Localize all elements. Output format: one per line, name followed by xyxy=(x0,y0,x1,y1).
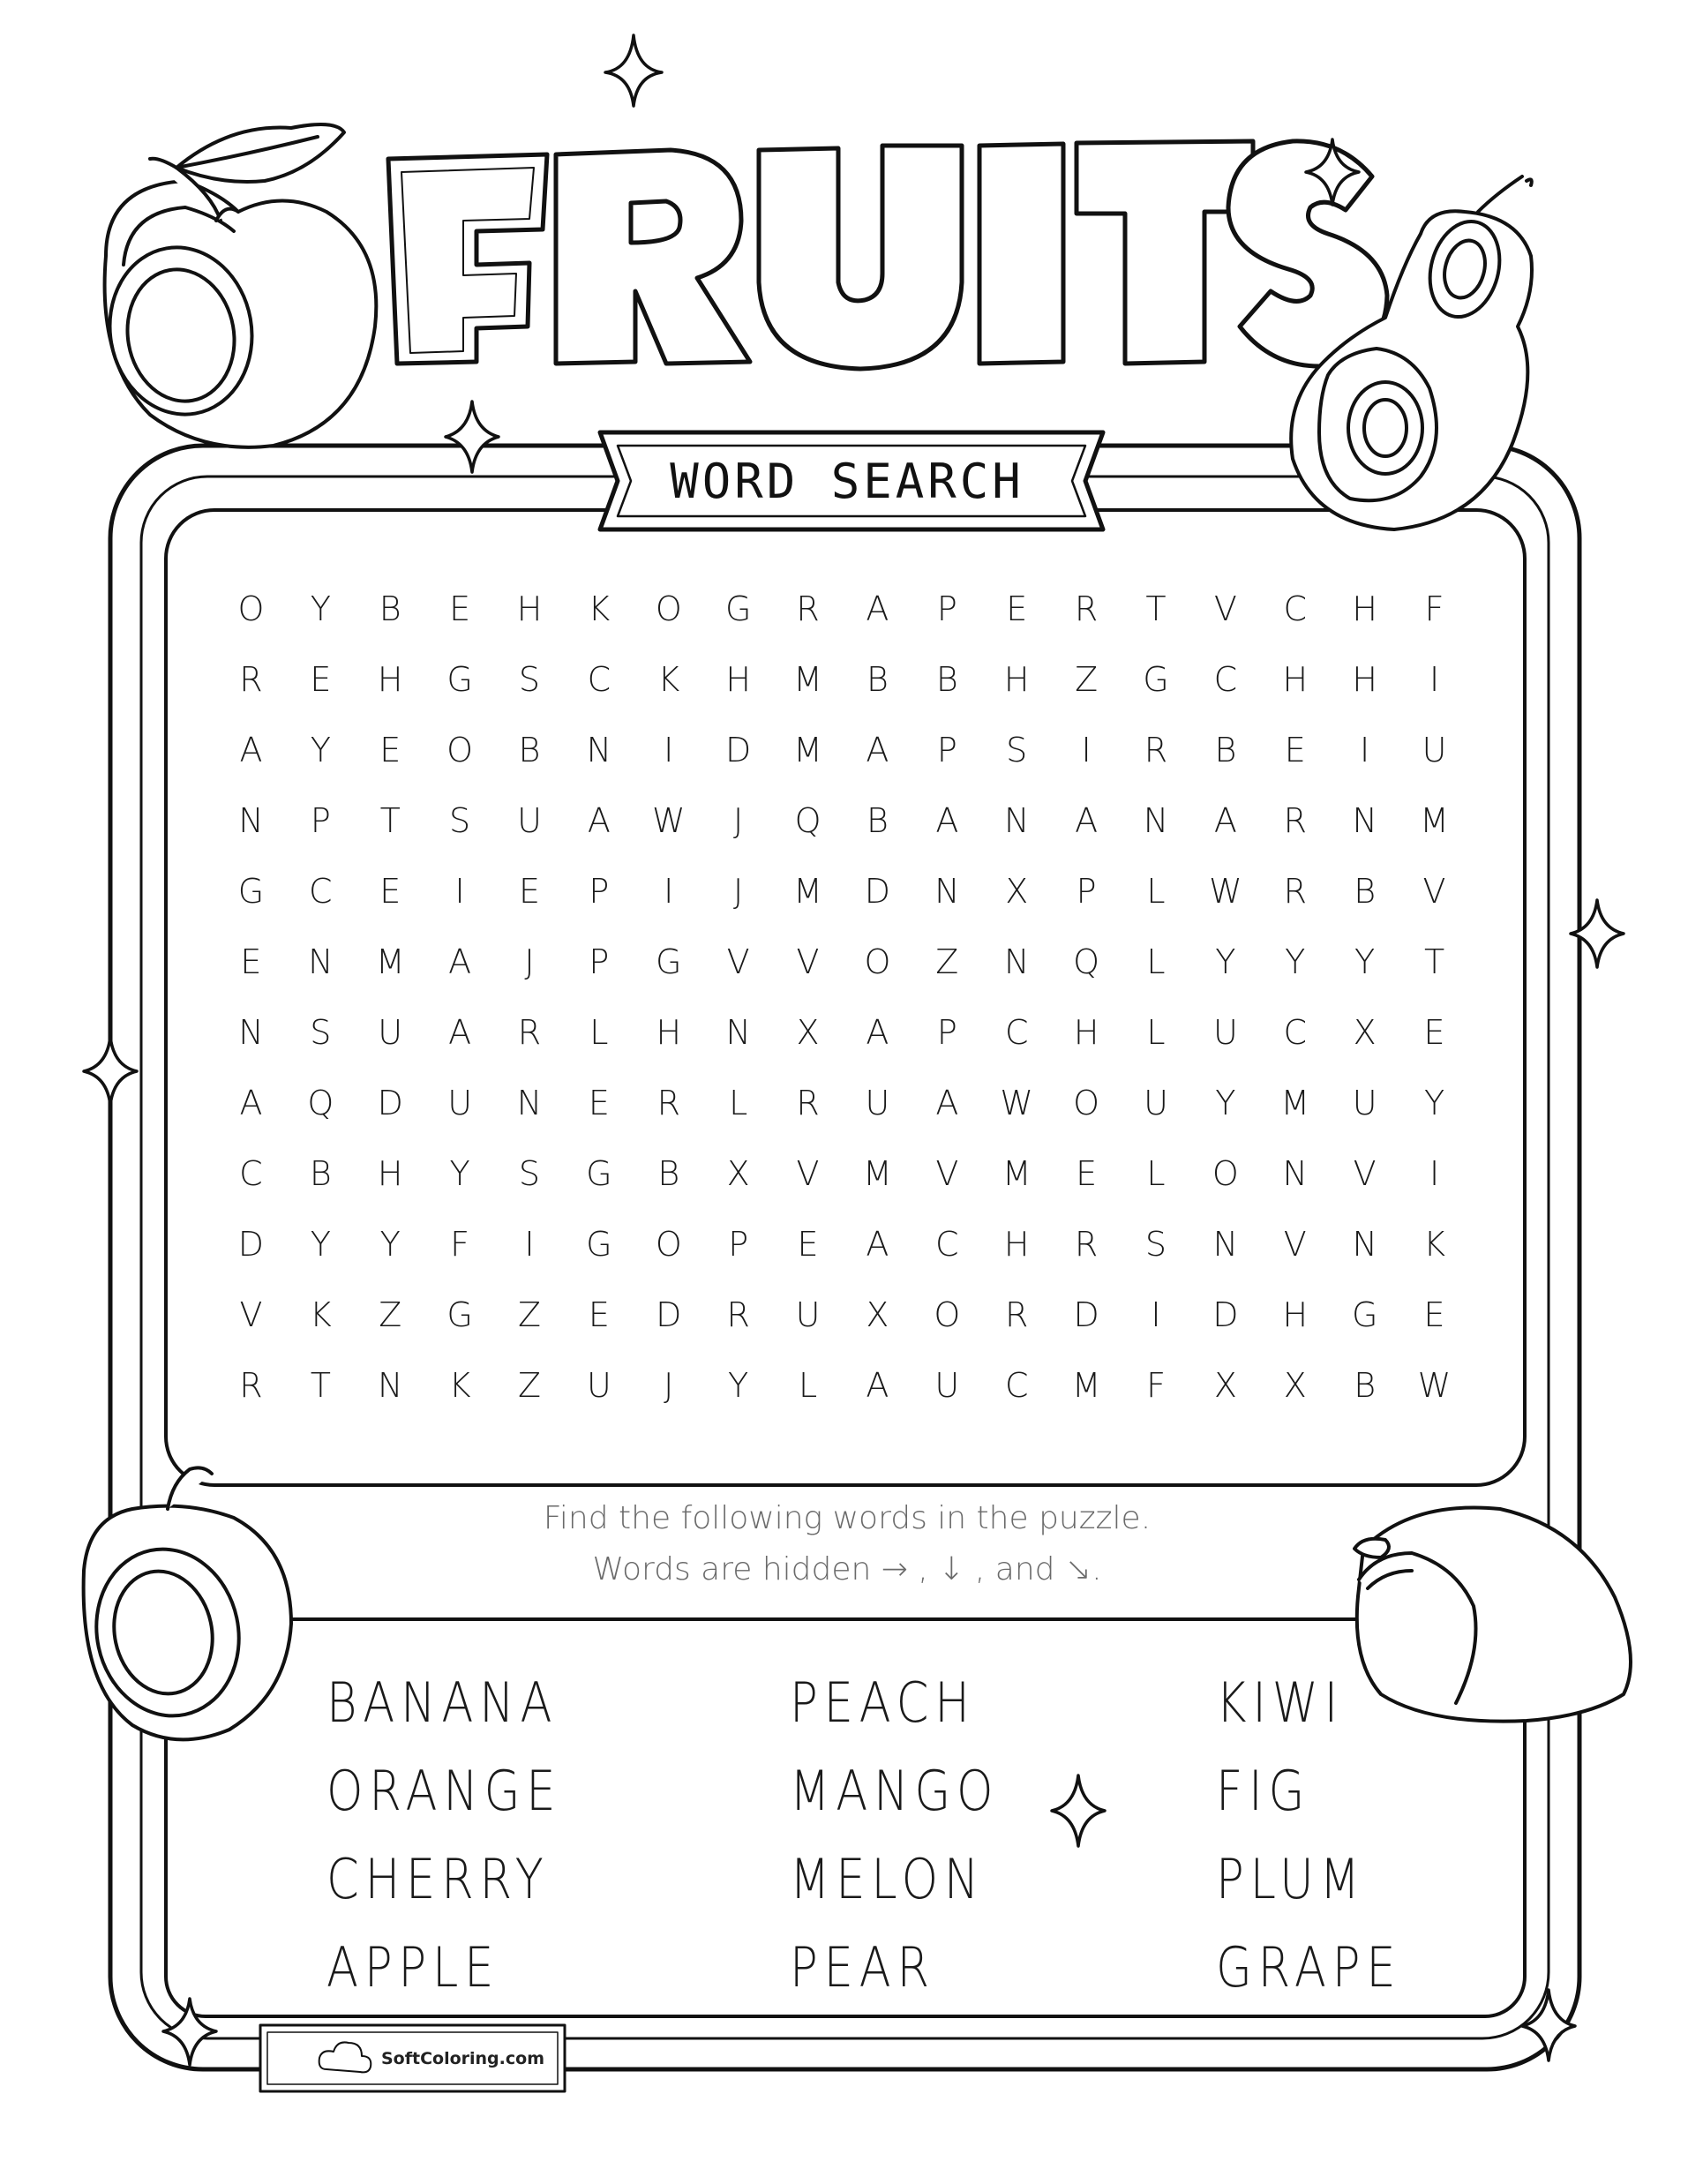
grid-cell[interactable]: T xyxy=(1423,942,1445,981)
grid-cell[interactable]: P xyxy=(936,731,957,769)
grid-cell[interactable]: R xyxy=(1074,589,1099,628)
grid-cell[interactable]: U xyxy=(1144,1084,1168,1122)
grid-cell[interactable]: U xyxy=(1352,1084,1377,1122)
grid-cell[interactable]: I xyxy=(454,872,465,911)
grid-cell[interactable]: R xyxy=(1283,872,1307,911)
grid-cell[interactable]: B xyxy=(935,660,958,699)
grid-cell[interactable]: R xyxy=(517,1013,542,1052)
grid-cell[interactable]: G xyxy=(237,872,265,911)
grid-cell[interactable]: O xyxy=(1073,1084,1100,1122)
grid-cell[interactable]: U xyxy=(1422,731,1447,769)
grid-cell[interactable]: V xyxy=(1353,1154,1377,1193)
grid-cell[interactable]: N xyxy=(377,1366,403,1405)
grid-cell[interactable]: V xyxy=(935,1154,959,1193)
grid-cell[interactable]: A xyxy=(866,589,889,628)
plum-illustration xyxy=(81,1467,291,1739)
grid-cell[interactable]: I xyxy=(1151,1295,1161,1334)
instructions xyxy=(353,1493,1341,1595)
grid-cell[interactable]: J xyxy=(524,942,535,981)
grid-cell[interactable]: H xyxy=(1282,1295,1309,1334)
grid-cell[interactable]: T xyxy=(1145,589,1167,628)
grid-cell[interactable]: A xyxy=(935,801,959,840)
grid-cell[interactable]: C xyxy=(239,1154,263,1193)
word-column-1 xyxy=(326,1659,768,2012)
grid-cell[interactable]: E xyxy=(310,660,332,699)
grid-cell[interactable]: Z xyxy=(379,1295,402,1334)
grid-cell[interactable]: V xyxy=(796,1154,820,1193)
grid-cell[interactable]: E xyxy=(1423,1013,1445,1052)
grid-cell[interactable]: A xyxy=(866,1225,889,1264)
grid-cell[interactable]: N xyxy=(934,872,960,911)
grid-cell[interactable]: L xyxy=(729,1084,748,1122)
grid-cell[interactable]: Y xyxy=(728,1366,749,1405)
grid-cell[interactable]: E xyxy=(379,731,401,769)
grid-cell[interactable]: B xyxy=(657,1154,680,1193)
grid-cell[interactable]: W xyxy=(1417,1366,1452,1405)
grid-cell[interactable]: I xyxy=(1081,731,1092,769)
grid-cell[interactable]: N xyxy=(1143,801,1169,840)
grid-cell[interactable]: B xyxy=(1354,1366,1377,1405)
grid-cell[interactable]: C xyxy=(1004,1013,1029,1052)
grid-cell[interactable]: Z xyxy=(517,1295,542,1334)
word-list-item: GRAPE xyxy=(1216,1935,1402,2000)
grid-cell[interactable]: M xyxy=(1420,801,1449,840)
grid-cell[interactable]: M xyxy=(1280,1084,1310,1122)
grid-cell[interactable]: H xyxy=(1352,660,1377,699)
grid-cell[interactable]: A xyxy=(866,1013,889,1052)
grid-cell[interactable]: A xyxy=(866,1366,889,1405)
grid-cell[interactable]: H xyxy=(377,1154,403,1193)
grid-cell[interactable]: S xyxy=(1006,731,1028,769)
grid-cell[interactable]: U xyxy=(586,1366,611,1405)
grid-cell[interactable]: E xyxy=(588,1295,610,1334)
grid-cell[interactable]: X xyxy=(1353,1013,1377,1052)
grid-cell[interactable]: R xyxy=(239,1366,263,1405)
grid-cell[interactable]: O xyxy=(934,1295,961,1334)
grid-cell[interactable]: R xyxy=(1005,1295,1029,1334)
grid-cell[interactable]: Y xyxy=(1354,942,1376,981)
grid-cell[interactable]: O xyxy=(446,731,474,769)
grid-cell[interactable]: H xyxy=(516,589,543,628)
grid-cell[interactable]: W xyxy=(651,801,686,840)
grid-cell[interactable]: R xyxy=(796,1084,820,1122)
grid-cell[interactable]: A xyxy=(587,801,611,840)
grid-cell[interactable]: N xyxy=(586,731,612,769)
grid-cell[interactable]: Y xyxy=(379,1225,401,1264)
grid-cell[interactable]: V xyxy=(1422,872,1446,911)
grid-cell[interactable]: C xyxy=(587,660,611,699)
title-letters xyxy=(388,141,1387,369)
instructions-line-2: Words are hidden → , ↓ , and ↘. xyxy=(592,1551,1102,1587)
grid-cell[interactable]: U xyxy=(795,1295,821,1334)
word-list-item: MELON xyxy=(790,1847,986,1911)
grid-cell[interactable]: H xyxy=(725,660,751,699)
grid-cell[interactable]: P xyxy=(936,1013,957,1052)
grid-cell[interactable]: O xyxy=(237,589,265,628)
grid-cell[interactable]: R xyxy=(1144,731,1168,769)
grid-cell[interactable]: D xyxy=(656,1295,682,1334)
grid-cell[interactable]: F xyxy=(450,1225,470,1264)
word-list-item: KIWI xyxy=(1216,1670,1344,1735)
word-list-item: CHERRY xyxy=(326,1847,550,1911)
grid-cell[interactable]: X xyxy=(1213,1366,1237,1405)
grid-cell[interactable]: C xyxy=(1283,1013,1308,1052)
grid-cell[interactable]: Q xyxy=(1073,942,1100,981)
grid-cell[interactable]: H xyxy=(1352,589,1377,628)
grid-cell[interactable]: R xyxy=(1283,801,1307,840)
grid-cell[interactable]: Y xyxy=(449,1154,470,1193)
grid-cell[interactable]: C xyxy=(309,872,333,911)
grid-cell[interactable]: X xyxy=(726,1154,750,1193)
grid-cell[interactable]: I xyxy=(1429,1154,1440,1193)
grid-cell[interactable]: C xyxy=(1213,660,1238,699)
letter-grid xyxy=(216,574,1469,1421)
grid-cell[interactable]: E xyxy=(797,1225,819,1264)
grid-cell[interactable]: O xyxy=(864,942,891,981)
grid-cell[interactable]: Q xyxy=(307,1084,334,1122)
grid-cell[interactable]: F xyxy=(1424,589,1444,628)
grid-cell[interactable]: I xyxy=(524,1225,535,1264)
grid-cell[interactable]: D xyxy=(237,1225,265,1264)
grid-cell[interactable]: G xyxy=(446,1295,473,1334)
grid-cell[interactable]: B xyxy=(1214,731,1237,769)
grid-cell[interactable]: B xyxy=(309,1154,332,1193)
grid-cell[interactable]: Q xyxy=(794,801,821,840)
grid-cell[interactable]: C xyxy=(1004,1366,1029,1405)
grid-cell[interactable]: N xyxy=(725,1013,751,1052)
grid-cell[interactable]: W xyxy=(1209,872,1242,911)
grid-cell[interactable]: Y xyxy=(310,731,331,769)
grid-cell[interactable]: V xyxy=(796,942,820,981)
grid-cell[interactable]: G xyxy=(656,942,682,981)
grid-cell[interactable]: L xyxy=(589,1013,609,1052)
grid-cell[interactable]: G xyxy=(586,1225,612,1264)
word-list-item: PEAR xyxy=(790,1935,935,2000)
grid-cell[interactable]: S xyxy=(1144,1225,1167,1264)
grid-cell[interactable]: K xyxy=(1423,1225,1445,1264)
grid-cell[interactable]: Z xyxy=(935,942,959,981)
word-list-item: PLUM xyxy=(1216,1847,1366,1911)
grid-cell[interactable]: M xyxy=(793,872,822,911)
grid-cell[interactable]: N xyxy=(1212,1225,1239,1264)
grid-cell[interactable]: Y xyxy=(1215,942,1236,981)
grid-cell[interactable]: U xyxy=(517,801,542,840)
grid-cell[interactable]: P xyxy=(589,872,610,911)
grid-cell[interactable]: A xyxy=(866,731,889,769)
grid-cell[interactable]: E xyxy=(518,872,540,911)
grid-cell[interactable]: U xyxy=(934,1366,960,1405)
grid-cell[interactable]: V xyxy=(239,1295,263,1334)
grid-cell[interactable]: V xyxy=(1283,1225,1307,1264)
grid-cell[interactable]: Y xyxy=(1423,1084,1445,1122)
grid-cell[interactable]: E xyxy=(1423,1295,1445,1334)
grid-cell[interactable]: I xyxy=(664,731,674,769)
grid-cell[interactable]: O xyxy=(1212,1154,1239,1193)
grid-cell[interactable]: D xyxy=(377,1084,403,1122)
grid-cell[interactable]: Y xyxy=(310,1225,331,1264)
grid-cell[interactable]: R xyxy=(796,589,820,628)
grid-cell[interactable]: H xyxy=(1003,1225,1030,1264)
grid-cell[interactable]: D xyxy=(1073,1295,1099,1334)
word-list-item: ORANGE xyxy=(326,1759,562,1823)
grid-cell[interactable]: G xyxy=(1351,1295,1378,1334)
grid-cell[interactable]: M xyxy=(863,1154,892,1193)
grid-cell[interactable]: G xyxy=(724,589,752,628)
grid-cell[interactable]: J xyxy=(664,1366,674,1405)
grid-cell[interactable]: S xyxy=(310,1013,332,1052)
grid-cell[interactable]: H xyxy=(656,1013,682,1052)
grid-cell[interactable]: U xyxy=(865,1084,890,1122)
grid-cell[interactable]: N xyxy=(238,1013,264,1052)
grid-cell[interactable]: K xyxy=(657,660,680,699)
grid-cell[interactable]: W xyxy=(1000,1084,1033,1122)
grid-cell[interactable]: N xyxy=(516,1084,543,1122)
grid-cell[interactable]: G xyxy=(446,660,473,699)
grid-cell[interactable]: J xyxy=(733,872,744,911)
grid-cell[interactable]: H xyxy=(377,660,403,699)
grid-cell[interactable]: J xyxy=(733,801,744,840)
grid-cell[interactable]: N xyxy=(308,942,334,981)
grid-cell[interactable]: H xyxy=(1073,1013,1099,1052)
subtitle-banner: WORD SEARCH xyxy=(670,453,1024,509)
grid-cell[interactable]: A xyxy=(1213,801,1237,840)
grid-cell[interactable]: T xyxy=(310,1366,331,1405)
grid-cell[interactable]: A xyxy=(448,1013,472,1052)
grid-cell[interactable]: E xyxy=(588,1084,610,1122)
grid-cell[interactable]: S xyxy=(449,801,471,840)
grid-cell[interactable]: A xyxy=(448,942,472,981)
grid-cell[interactable]: Z xyxy=(1075,660,1099,699)
grid-cell[interactable]: U xyxy=(447,1084,473,1122)
grid-cell[interactable]: M xyxy=(793,660,822,699)
grid-cell[interactable]: A xyxy=(239,731,263,769)
grid-cell[interactable]: Y xyxy=(310,589,331,628)
word-column-3 xyxy=(1216,1659,1657,2012)
grid-cell[interactable]: E xyxy=(1006,589,1028,628)
grid-cell[interactable]: X xyxy=(796,1013,820,1052)
grid-cell[interactable]: T xyxy=(379,801,401,840)
grid-cell[interactable]: S xyxy=(518,1154,541,1193)
grid-cell[interactable]: E xyxy=(1076,1154,1098,1193)
grid-cell[interactable]: H xyxy=(1282,660,1309,699)
grid-cell[interactable]: B xyxy=(1354,872,1377,911)
grid-cell[interactable]: P xyxy=(728,1225,749,1264)
grid-cell[interactable]: O xyxy=(655,1225,682,1264)
word-list-item: PEACH xyxy=(790,1670,976,1735)
grid-cell[interactable]: R xyxy=(726,1295,750,1334)
grid-cell[interactable]: B xyxy=(518,731,541,769)
grid-cell[interactable]: A xyxy=(239,1084,263,1122)
word-list-item: BANANA xyxy=(326,1670,559,1735)
grid-cell[interactable]: I xyxy=(1360,731,1370,769)
grid-cell[interactable]: G xyxy=(586,1154,612,1193)
grid-cell[interactable]: K xyxy=(588,589,611,628)
grid-cell[interactable]: S xyxy=(518,660,541,699)
grid-cell[interactable]: Y xyxy=(1215,1084,1236,1122)
grid-cell[interactable]: V xyxy=(1213,589,1237,628)
grid-cell[interactable]: U xyxy=(1212,1013,1238,1052)
grid-cell[interactable]: B xyxy=(866,801,889,840)
grid-cell[interactable]: Z xyxy=(517,1366,542,1405)
grid-cell[interactable]: B xyxy=(379,589,401,628)
grid-cell[interactable]: U xyxy=(378,1013,403,1052)
instructions-line-1: Find the following words in the puzzle. xyxy=(543,1500,1152,1536)
grid-cell[interactable]: E xyxy=(1284,731,1306,769)
grid-cell[interactable]: V xyxy=(726,942,750,981)
logo-text: SoftColoring.com xyxy=(381,2049,544,2068)
grid-cell[interactable]: N xyxy=(1003,942,1030,981)
grid-cell[interactable]: L xyxy=(798,1366,818,1405)
grid-cell[interactable]: N xyxy=(1352,1225,1377,1264)
grid-cell[interactable]: K xyxy=(309,1295,332,1334)
grid-cell[interactable]: P xyxy=(310,801,331,840)
grid-cell[interactable]: D xyxy=(864,872,891,911)
grid-cell[interactable]: L xyxy=(1146,942,1166,981)
grid-cell[interactable]: L xyxy=(1146,1013,1166,1052)
grid-cell[interactable]: I xyxy=(1429,660,1440,699)
grid-cell[interactable]: I xyxy=(664,872,674,911)
grid-cell[interactable]: M xyxy=(375,942,405,981)
word-list-item: MANGO xyxy=(790,1759,1000,1823)
grid-cell[interactable]: X xyxy=(1283,1366,1307,1405)
grid-cell[interactable]: E xyxy=(449,589,471,628)
grid-cell[interactable]: E xyxy=(240,942,262,981)
grid-cell[interactable]: N xyxy=(1282,1154,1308,1193)
grid-cell[interactable]: L xyxy=(1146,1154,1166,1193)
grid-cell[interactable]: P xyxy=(936,589,957,628)
grid-cell[interactable]: N xyxy=(238,801,264,840)
grid-cell[interactable]: O xyxy=(655,589,682,628)
word-list-item: APPLE xyxy=(326,1935,500,2000)
grid-cell[interactable]: M xyxy=(1071,1366,1101,1405)
grid-cell[interactable]: D xyxy=(725,731,752,769)
apple-illustration xyxy=(97,124,377,447)
grid-cell[interactable]: X xyxy=(1005,872,1029,911)
word-column-2 xyxy=(790,1659,1231,2012)
grid-cell[interactable]: R xyxy=(656,1084,680,1122)
grid-cell[interactable]: B xyxy=(866,660,889,699)
word-list-item: FIG xyxy=(1216,1759,1311,1823)
grid-cell[interactable]: F xyxy=(1146,1366,1166,1405)
grid-cell[interactable]: G xyxy=(1143,660,1169,699)
grid-cell[interactable]: N xyxy=(1003,801,1030,840)
grid-cell[interactable]: R xyxy=(239,660,263,699)
grid-cell[interactable]: X xyxy=(866,1295,889,1334)
grid-cell[interactable]: C xyxy=(935,1225,959,1264)
grid-cell[interactable]: N xyxy=(1352,801,1377,840)
grid-cell[interactable]: C xyxy=(1283,589,1308,628)
grid-cell[interactable]: A xyxy=(935,1084,959,1122)
grid-cell[interactable]: Y xyxy=(1285,942,1306,981)
grid-cell[interactable]: E xyxy=(379,872,401,911)
grid-cell[interactable]: M xyxy=(793,731,822,769)
grid-cell[interactable]: P xyxy=(589,942,610,981)
grid-cell[interactable]: H xyxy=(1003,660,1030,699)
grid-cell[interactable]: R xyxy=(1074,1225,1099,1264)
grid-cell[interactable]: M xyxy=(1002,1154,1032,1193)
grid-cell[interactable]: D xyxy=(1212,1295,1239,1334)
grid-cell[interactable]: P xyxy=(1076,872,1097,911)
grid-cell[interactable]: A xyxy=(1075,801,1099,840)
grid-cell[interactable]: L xyxy=(1146,872,1166,911)
grid-cell[interactable]: K xyxy=(448,1366,471,1405)
